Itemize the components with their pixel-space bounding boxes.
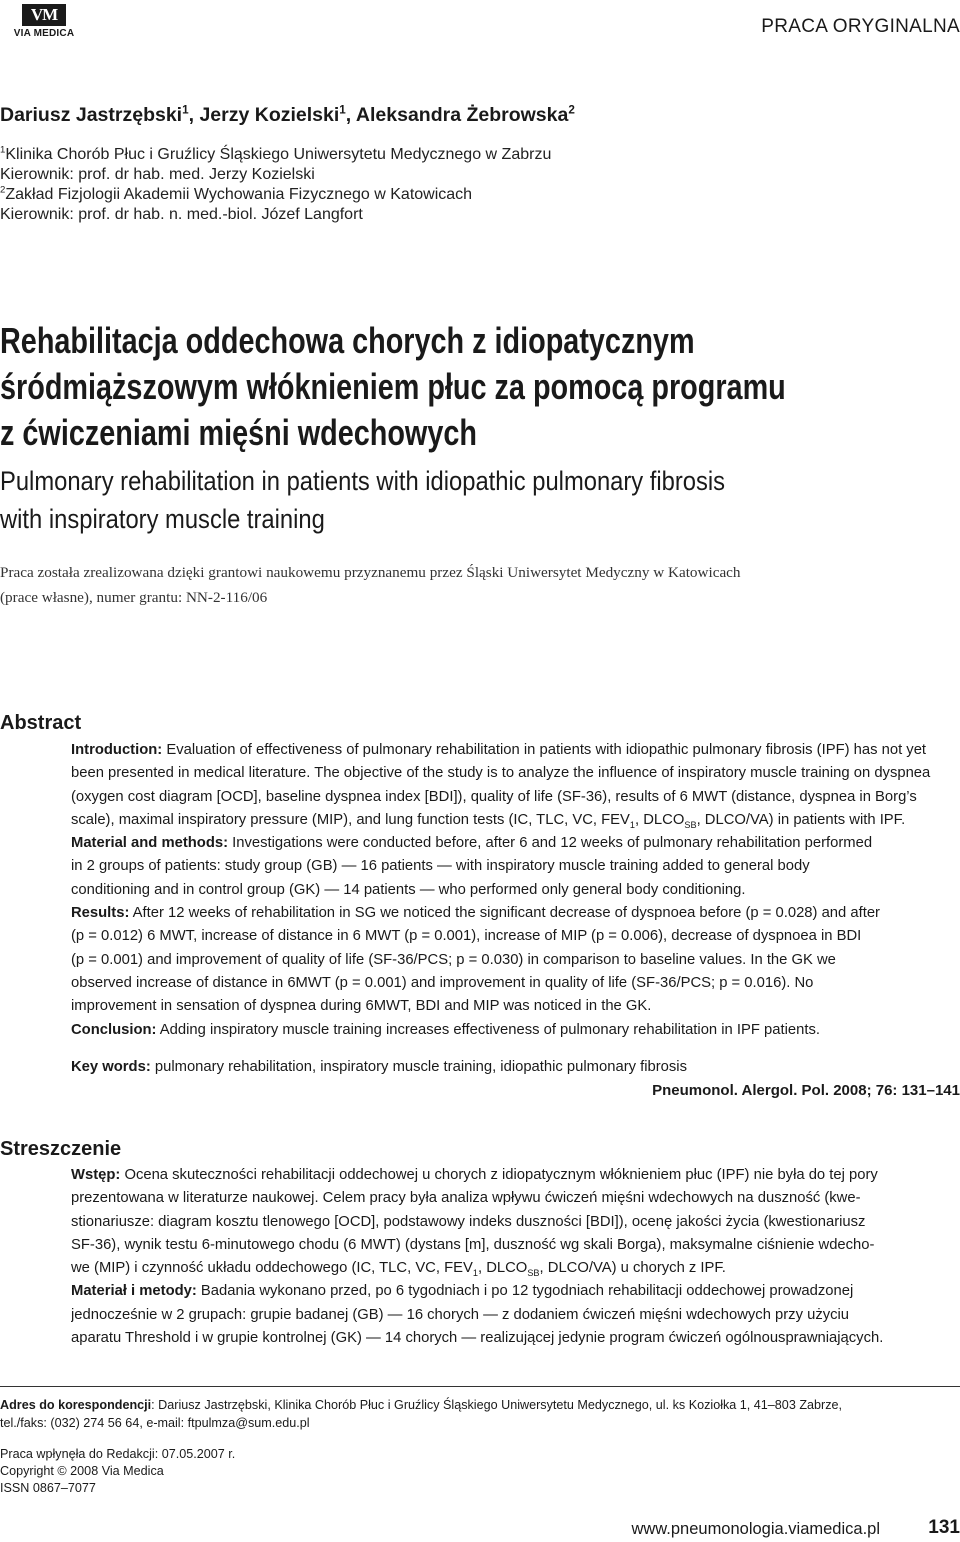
streszczenie-line: stionariusze: diagram kosztu tlenowego [OCD], podstawowy indeks duszności [BDI]), ocenę jakości życia (kwestionariusz — [71, 1213, 866, 1230]
streszczenie-text: , DLCO/VA) u chorych z IPF. — [539, 1260, 726, 1277]
subscript: 1 — [472, 1268, 478, 1279]
abstract-text: Investigations were conducted before, after 6 and 12 weeks of pulmonary rehabilitation performed — [228, 835, 873, 852]
affiliation-line — [0, 146, 960, 164]
issn-line: ISSN 0867–7077 — [0, 1481, 96, 1495]
intro-label: Introduction: — [71, 742, 163, 758]
streszczenie-text: we (MIP) i czynność układu oddechowego (IC, TLC, VC, FEV — [71, 1260, 473, 1277]
results-label: Results: — [71, 905, 130, 922]
affiliation-line — [0, 206, 960, 224]
abstract-text: scale), maximal inspiratory pressure (MIP), and lung function tests (IC, TLC, VC, FEV — [71, 811, 630, 828]
wstep-label: Wstęp: — [71, 1167, 121, 1183]
abstract-body — [71, 739, 960, 1042]
streszczenie-line: aparatu Threshold i w grupie kontrolnej (GK) — 14 chorych — realizującej jedynie program ćwiczeń ogólnousprawniających. — [71, 1330, 884, 1347]
affiliation-sup: 1 — [0, 144, 6, 156]
publisher-logo — [8, 4, 80, 38]
abstract-line — [71, 1019, 960, 1042]
author-name: Dariusz Jastrzębski — [0, 104, 183, 126]
abstract-text: Adding inspiratory muscle training increases effectiveness of pulmonary rehabilitation in IPF patients. — [156, 1021, 820, 1038]
copyright-line: Copyright © 2008 Via Medica — [0, 1464, 164, 1478]
correspondence-line: tel./faks: (032) 274 56 64, e-mail: ftpulmza@sum.edu.pl — [0, 1416, 310, 1430]
abstract-line — [71, 902, 960, 925]
abstract-line: conditioning and in control group (GK) — 14 patients — who performed only general body conditioning. — [71, 881, 746, 898]
keywords — [71, 1056, 960, 1079]
correspondence-label: Adres do korespondencji — [0, 1398, 152, 1412]
author-affil-sup: 2 — [568, 103, 575, 117]
abstract-line: observed increase of distance in 6MWT (p = 0.001) and improvement in quality of life (SF-36/PCS; p = 0.016). No — [71, 974, 814, 991]
affiliation-line — [0, 166, 960, 184]
streszczenie-text: , DLCO — [477, 1260, 528, 1277]
title-polish-line: Rehabilitacja oddechowa chorych z idiopatycznym — [0, 320, 695, 361]
subscript: 1 — [629, 819, 636, 830]
subscript: SB — [527, 1268, 540, 1279]
affiliation-text: Kierownik: prof. dr hab. n. med.-biol. Józef Langfort — [0, 206, 363, 223]
affiliation-line — [0, 186, 960, 204]
conclusion-label: Conclusion: — [71, 1021, 157, 1038]
author-affil-sup: 1 — [182, 103, 189, 117]
streszczenie-line: SF-36), wynik testu 6-minutowego chodu (6 MWT) (dystans [m], duszność wg skali Borga), maksymalne ciśnienie wdecho- — [71, 1236, 875, 1253]
journal-citation: Pneumonol. Alergol. Pol. 2008; 76: 131–141 — [652, 1082, 960, 1099]
title-english — [0, 462, 960, 538]
abstract-line: (p = 0.012) 6 MWT, increase of distance in 6 MWT (p = 0.001), increase of MIP (p = 0.006), decrease of dyspnoea in BDI — [71, 928, 862, 945]
author-list: Dariusz Jastrzębski$^1$, Jerzy Kozielski$^1$, Aleksandra Żebrowska$^2$ — [0, 103, 575, 126]
abstract-text: , DLCO — [635, 811, 685, 828]
streszczenie-line — [71, 1164, 960, 1187]
title-polish — [0, 318, 960, 456]
correspondence-line — [0, 1396, 960, 1414]
streszczenie-text: Ocena skuteczności rehabilitacji oddechowej u chorych z idiopatycznym włóknieniem płuc (IPF) nie była do tej pory — [120, 1167, 878, 1183]
logo-text: VIA MEDICA — [13, 28, 75, 39]
streszczenie-text: Badania wykonano przed, po 6 tygodniach i po 12 tygodniach rehabilitacji oddechowej prowadzonej — [196, 1283, 854, 1300]
title-english-line: with inspiratory muscle training — [0, 504, 325, 534]
keywords-text: pulmonary rehabilitation, inspiratory muscle training, idiopathic pulmonary fibrosis — [150, 1059, 687, 1075]
abstract-line: (oxygen cost diagram [OCD], baseline dyspnea index [BDI]), quality of life (SF-36), results of 6 MWT (distance, dyspnea in Borg’s — [71, 788, 917, 805]
abstract-heading: Abstract — [0, 712, 82, 734]
methods-label: Material and methods: — [71, 835, 229, 852]
journal-website-link[interactable]: www.pneumonologia.viamedica.pl — [631, 1520, 880, 1538]
grant-note — [0, 560, 960, 610]
subscript: SB — [684, 819, 697, 830]
abstract-text: After 12 weeks of rehabilitation in SG we noticed the significant decrease of dyspnoea before (p = 0.028) and after — [129, 905, 880, 922]
abstract-text: , DLCO/VA) in patients with IPF. — [696, 811, 906, 828]
author-name: Jerzy Kozielski — [199, 104, 340, 126]
title-english-line: Pulmonary rehabilitation in patients with idiopathic pulmonary fibrosis — [0, 466, 726, 496]
keywords-line — [71, 1056, 960, 1079]
received-date: Praca wpłynęła do Redakcji: 07.05.2007 r. — [0, 1447, 236, 1461]
abstract-line: been presented in medical literature. The objective of the study is to analyze the influence of inspiratory muscle training on dyspnea — [71, 765, 931, 782]
correspondence-address — [0, 1396, 960, 1432]
streszczenie-line: prezentowana w literaturze naukowej. Celem pracy była analiza wpływu ćwiczeń mięśni wdechowych na duszność (kwe- — [71, 1190, 861, 1207]
author-affil-sup: 1 — [339, 103, 346, 117]
abstract-line — [71, 739, 960, 762]
title-polish-line: śródmiąższowym włóknieniem płuc za pomocą programu — [0, 366, 786, 407]
affiliation-text: Klinika Chorób Płuc i Gruźlicy Śląskiego Uniwersytetu Medycznego w Zabrzu — [5, 146, 552, 163]
abstract-text: Evaluation of effectiveness of pulmonary rehabilitation in patients with idiopathic pulmonary fibrosis (IPF) has not yet — [162, 742, 927, 758]
correspondence-text: : Dariusz Jastrzębski, Klinika Chorób Płuc i Gruźlicy Śląskiego Uniwersytetu Medycznego, ul. ks Koziołka 1, 41–803 Zabrze, — [151, 1398, 843, 1412]
grant-line: (prace własne), numer grantu: NN-2-116/06 — [0, 589, 268, 606]
grant-line: Praca została zrealizowana dzięki grantowi naukowemu przyznanemu przez Śląski Uniwersytet Medyczny w Katowicach — [0, 564, 741, 581]
affiliation-text: Zakład Fizjologii Akademii Wychowania Fizycznego w Katowicach — [5, 186, 473, 203]
affiliation-text: Kierownik: prof. dr hab. med. Jerzy Kozielski — [0, 166, 315, 183]
logo-mark: VM — [22, 4, 66, 26]
abstract-line: in 2 groups of patients: study group (GB) — 16 patients — with inspiratory muscle training added to general body — [71, 858, 810, 875]
keywords-label: Key words: — [71, 1059, 151, 1075]
streszczenie-line — [71, 1280, 960, 1303]
streszczenie-body — [71, 1164, 960, 1350]
abstract-line — [71, 809, 960, 832]
abstract-line: (p = 0.001) and improvement of quality of life (SF-36/PCS; p = 0.030) in comparison to baseline values. In the GK we — [71, 951, 836, 968]
streszczenie-line: jednocześnie w 2 grupach: grupie badanej (GB) — 16 chorych — z dodaniem ćwiczeń mięśni wdechowych przy użyciu — [71, 1306, 850, 1323]
footer-divider — [0, 1386, 960, 1387]
abstract-line — [71, 832, 960, 855]
author-name: Aleksandra Żebrowska — [355, 104, 569, 126]
metody-label: Materiał i metody: — [71, 1283, 197, 1300]
streszczenie-line — [71, 1257, 960, 1280]
streszczenie-heading: Streszczenie — [0, 1138, 122, 1160]
affiliation-sup: 2 — [0, 184, 6, 196]
title-polish-line: z ćwiczeniami mięśni wdechowych — [0, 412, 477, 453]
abstract-line: improvement in sensation of dyspnea during 6MWT, BDI and MIP was noticed in the GK. — [71, 998, 652, 1015]
page-number: 131 — [928, 1517, 960, 1538]
section-label: PRACA ORYGINALNA — [761, 16, 960, 37]
